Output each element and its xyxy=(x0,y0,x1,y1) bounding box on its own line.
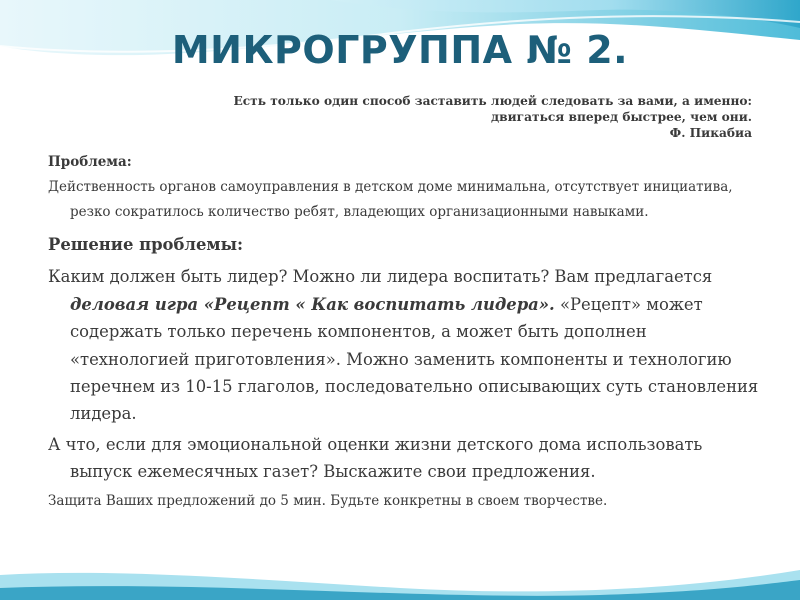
solution-paragraph-1 xyxy=(48,263,760,427)
solution-paragraph-2: А что, если для эмоциональной оценки жизни детского дома использовать выпуск ежемесячных газет? Выскажите свои предложения. xyxy=(48,434,703,482)
solution-heading: Решение проблемы: xyxy=(48,235,244,254)
business-game-title: деловая игра «Рецепт « Как воспитать лидера». xyxy=(70,294,555,314)
epigraph xyxy=(52,93,752,141)
epigraph-author: Ф. Пикабиа xyxy=(669,126,752,140)
problem-text: Действенность органов самоуправления в детском доме минимальна, отсутствует инициатива, резко сократилось количество ребят, владеющих организационными навыками. xyxy=(48,179,733,220)
epigraph-line-2: двигаться вперед быстрее, чем они. xyxy=(491,110,752,124)
problem-heading: Проблема: xyxy=(48,154,132,170)
slide-title: МИКРОГРУППА № 2. xyxy=(171,28,629,72)
solution-paragraph-3: Защита Ваших предложений до 5 мин. Будьте конкретны в своем творчестве. xyxy=(48,492,608,509)
epigraph-line-1: Есть только один способ заставить людей следовать за вами, а именно: xyxy=(233,94,752,108)
solution-details: «Рецепт» может содержать только перечень компонентов, а может быть дополнен «технологией приготовления». Можно заменить компоненты и технологию перечнем из 10-15 глаголов, последовательно описывающих суть становления лидера. xyxy=(70,294,759,424)
solution-intro: Каким должен быть лидер? Можно ли лидера воспитать? Вам предлагается xyxy=(48,267,713,287)
slide-content xyxy=(48,150,760,514)
